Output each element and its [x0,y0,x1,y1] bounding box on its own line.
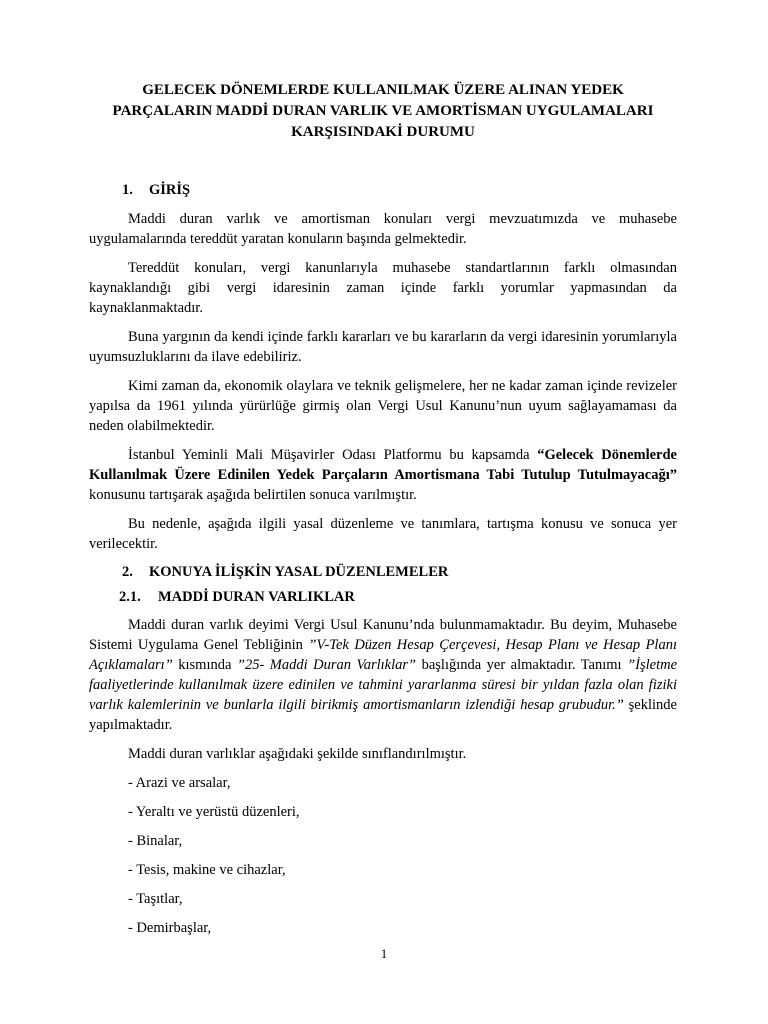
asset-class-list [89,773,677,938]
section-number: 1. [122,182,133,198]
list-item: - Yeraltı ve yerüstü düzenleri, [128,804,300,820]
paragraph: Buna yargının da kendi içinde farklı kararları ve bu kararların da vergi idaresinin yorumlarıyla uyumsuzluklarını da ilave edebiliriz. [89,329,677,365]
list-item: - Binalar, [128,833,183,849]
document-title [89,80,677,143]
title-line: PARÇALARIN MADDİ DURAN VARLIK VE AMORTİSMAN UYGULAMALARI [112,103,654,119]
paragraph-text: Maddi duran varlık deyimi Vergi Usul Kanunu’nda bulunmamaktadır. Bu deyim, Muhasebe Sistemi Uygulama Genel Tebliğinin [89,617,677,653]
section-2-heading [89,564,677,581]
paragraph: Bu nedenle, aşağıda ilgili yasal düzenleme ve tanımlara, tartışma konusu ve sonuca yer verilecektir. [89,516,677,552]
paragraph: Kimi zaman da, ekonomik olaylara ve teknik gelişmelere, her ne kadar zaman içinde revizeler yapılsa da 1961 yılında yürürlüğe girmiş olan Vergi Usul Kanunu’nun uyum sağlayamaması da neden olabilmektedir. [89,378,677,434]
paragraph [89,615,677,735]
paragraph-text: başlığında yer almaktadır. Tanımı [416,657,628,673]
citation: ”V-Tek Düzen Hesap Çerçevesi, Hesap Planı ve Hesap Planı Açıklamaları” [89,637,677,673]
section-1-heading [89,182,677,199]
list-item: - Demirbaşlar, [128,920,212,936]
paragraph-text: kısmında [172,657,237,673]
citation: ”25- Maddi Duran Varlıklar” [236,657,417,673]
page-number: 1 [380,946,388,961]
list-item: - Tesis, makine ve cihazlar, [128,862,286,878]
paragraph: Tereddüt konuları, vergi kanunlarıyla muhasebe standartlarının farklı olmasından kaynaklandığı gibi vergi idaresinin zaman içinde farklı yorumlar yapmasından da kaynaklanmaktadır. [89,260,677,316]
title-line: KARŞISINDAKİ DURUMU [291,124,475,140]
list-item: - Arazi ve arsalar, [128,775,231,791]
quoted-topic: “Gelecek Dönemlerde Kullanılmak Üzere Edinilen Yedek Parçaların Amortismana Tabi Tutulup Tutulmayacağı” [89,447,677,483]
paragraph [89,445,677,505]
section-title: MADDİ DURAN VARLIKLAR [158,589,355,605]
section-title: GİRİŞ [149,182,191,198]
definition-quote: ”İşletme faaliyetlerinde kullanılmak üzere edinilen ve tahmini yararlanma süresi bir yıldan fazla olan fiziki varlık kalemlerinin ve bunlarla ilgili birikmiş amortismanların izlendiği hesap grubudur.” [89,657,677,713]
section-number: 2. [122,564,133,580]
paragraph-text: İstanbul Yeminli Mali Müşavirler Odası Platformu bu kapsamda [128,447,538,463]
paragraph-text: şeklinde yapılmaktadır. [89,697,677,733]
section-title: KONUYA İLİŞKİN YASAL DÜZENLEMELER [149,564,449,580]
title-line: GELECEK DÖNEMLERDE KULLANILMAK ÜZERE ALINAN YEDEK [142,82,624,98]
paragraph-text: konusunu tartışarak aşağıda belirtilen sonuca varılmıştır. [89,487,417,503]
section-number: 2.1. [119,589,141,605]
list-item: - Taşıtlar, [128,891,183,907]
document-page [89,80,677,938]
paragraph: Maddi duran varlıklar aşağıdaki şekilde sınıflandırılmıştır. [128,746,467,762]
section-2-1-heading [89,589,677,606]
paragraph: Maddi duran varlık ve amortisman konuları vergi mevzuatımızda ve muhasebe uygulamalarında tereddüt yaratan konuların başında gelmektedir. [89,211,677,247]
